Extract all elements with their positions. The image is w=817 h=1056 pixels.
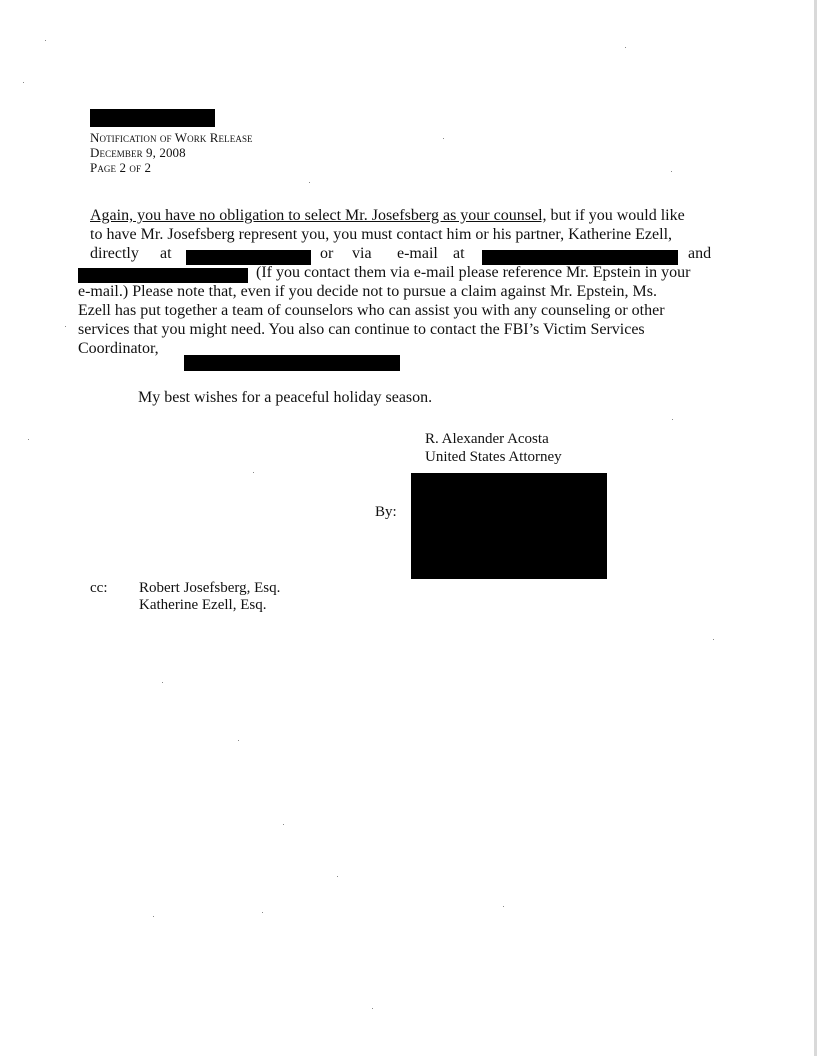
body-line-4: (If you contact them via e-mail please reference Mr. Epstein in your	[256, 264, 691, 281]
closing-line: My best wishes for a peaceful holiday season.	[138, 389, 433, 406]
body-line-3-directly: directly	[90, 245, 139, 262]
scan-speck	[238, 740, 239, 741]
redaction-email-2	[78, 268, 248, 283]
scan-speck	[672, 419, 673, 420]
redaction-coordinator	[184, 355, 400, 371]
signer-name: R. Alexander Acosta	[425, 431, 549, 447]
letter-header	[90, 130, 253, 175]
redaction-phone	[186, 250, 311, 265]
body-line-7: services that you might need. You also can continue to contact the FBI’s Victim Services	[78, 321, 645, 338]
underlined-statement: Again, you have no obligation to select Mr. Josefsberg as your counsel,	[90, 207, 547, 224]
signer-title: United States Attorney	[425, 449, 562, 465]
scan-speck	[65, 326, 66, 327]
cc-name-2: Katherine Ezell, Esq.	[139, 597, 267, 613]
body-line-3-via: via	[352, 245, 372, 262]
scan-speck	[372, 1008, 373, 1009]
body-line-3-at: at	[160, 245, 172, 262]
scan-speck	[309, 182, 310, 183]
scan-speck	[443, 138, 444, 139]
header-page: Page 2 of 2	[90, 160, 152, 175]
redaction-header	[90, 109, 215, 127]
cc-label: cc:	[90, 580, 108, 596]
body-line-3-and: and	[688, 245, 712, 262]
body-line-3-email: e-mail	[397, 245, 438, 262]
scan-speck	[713, 639, 714, 640]
header-title: Notification of Work Release	[90, 130, 253, 145]
body-line-1	[90, 207, 685, 225]
body-line-2: to have Mr. Josefsberg represent you, you must contact him or his partner, Katherine Ezell,	[90, 226, 673, 243]
body-line-8: Coordinator,	[78, 340, 159, 357]
body-line-6: Ezell has put together a team of counselors who can assist you with any counseling or other	[78, 302, 665, 319]
body-line-3-or: or	[320, 245, 334, 262]
scan-speck	[671, 171, 672, 172]
scan-speck	[28, 439, 29, 440]
by-label: By:	[375, 504, 397, 520]
scan-speck	[45, 40, 46, 41]
scan-speck	[337, 876, 338, 877]
body-line-3-at-2: at	[453, 245, 465, 262]
scan-speck	[153, 916, 154, 917]
scan-speck	[262, 912, 263, 913]
scan-speck	[162, 682, 163, 683]
body-line-5: e-mail.) Please note that, even if you decide not to pursue a claim against Mr. Epstein, Ms.	[78, 283, 657, 300]
scan-speck	[283, 824, 284, 825]
header-date: December 9, 2008	[90, 145, 186, 160]
cc-name-1: Robert Josefsberg, Esq.	[139, 580, 281, 596]
redaction-email-1	[482, 250, 678, 265]
scan-speck	[23, 82, 24, 83]
scan-speck	[503, 906, 504, 907]
redaction-signature	[411, 473, 607, 579]
body-line-1-rest: but if you would like	[546, 207, 685, 224]
scan-speck	[253, 472, 254, 473]
scan-speck	[625, 47, 626, 48]
